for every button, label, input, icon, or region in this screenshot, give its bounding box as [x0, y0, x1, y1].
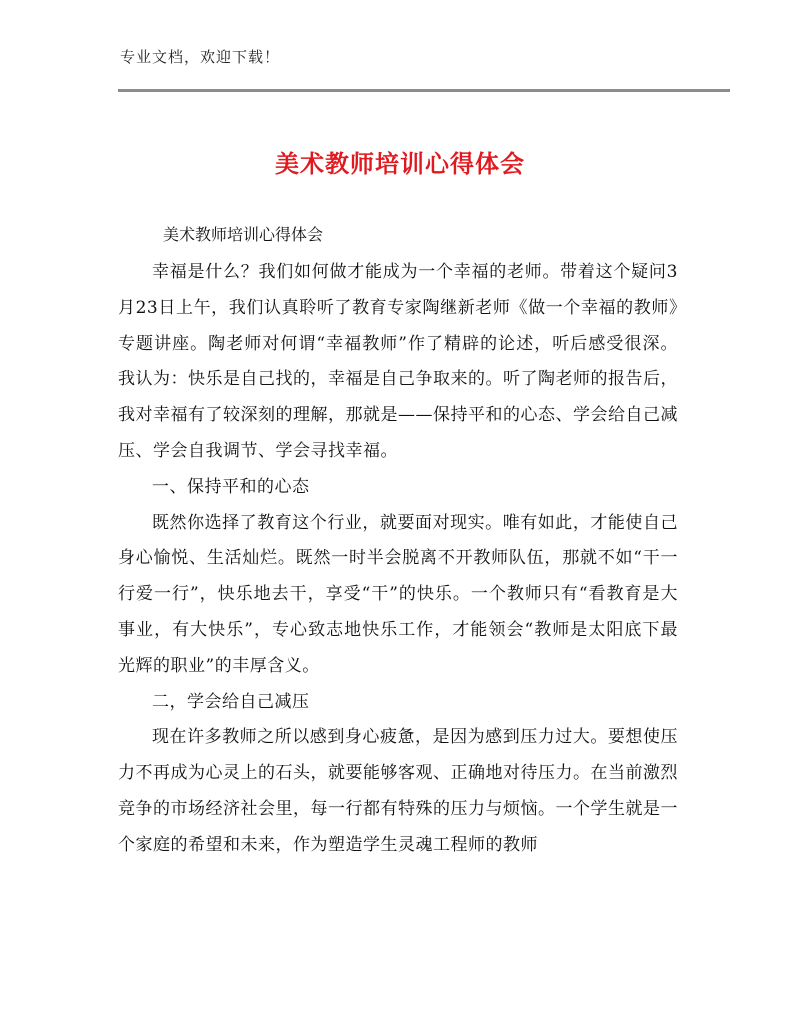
document-title: 美术教师培训心得体会: [275, 150, 525, 178]
section-heading-1: 一、保持平和的心态: [152, 476, 310, 497]
header-divider: [118, 89, 730, 92]
paragraph-intro: 幸福是什么？我们如何做才能成为一个幸福的老师。带着这个疑问3月23日上午，我们认真聆听了教育专家陶继新老师《做一个幸福的教师》专题讲座。陶老师对何谓“幸福教师”作了精辟的论述，听后感受很深。我认为：快乐是自己找的，幸福是自己争取来的。听了陶老师的报告后，我对幸福有了较深刻的理解，那就是——保持平和的心态、学会给自己减压、学会自我调节、学会寻找幸福。: [118, 262, 678, 461]
paragraph-section-1: 既然你选择了教育这个行业，就要面对现实。唯有如此，才能使自己身心愉悦、生活灿烂。既然一时半会脱离不开教师队伍，那就不如“干一行爱一行”，快乐地去干，享受“干”的快乐。一个教师只有“看教育是大事业，有大快乐”，专心致志地快乐工作，才能领会“教师是太阳底下最光辉的职业”的丰厚含义。: [118, 512, 678, 676]
paragraph-section-2: 现在许多教师之所以感到身心疲惫，是因为感到压力过大。要想使压力不再成为心灵上的石头，就要能够客观、正确地对待压力。在当前激烈竞争的市场经济社会里，每一行都有特殊的压力与烦恼。一个学生就是一个家庭的希望和未来，作为塑造学生灵魂工程师的教师: [118, 727, 678, 855]
section-heading-2: 二，学会给自己减压: [152, 691, 310, 712]
document-body: [118, 255, 678, 864]
header-note: 专业文档，欢迎下载！: [120, 48, 281, 66]
document-subtitle: 美术教师培训心得体会: [163, 225, 324, 244]
